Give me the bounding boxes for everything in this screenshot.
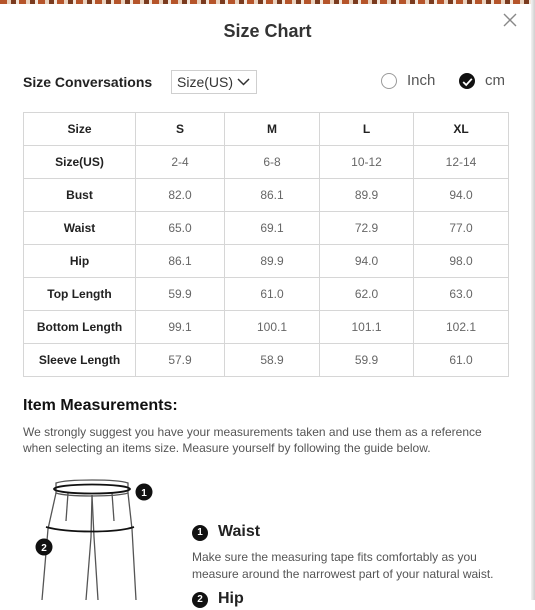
table-cell: 2-4 — [136, 146, 225, 179]
table-cell: 100.1 — [225, 311, 320, 344]
radio-inch[interactable] — [381, 73, 397, 89]
table-cell: 86.1 — [225, 179, 320, 212]
table-cell: 6-8 — [225, 146, 320, 179]
check-icon — [462, 77, 473, 87]
table-row-label: Hip — [24, 245, 136, 278]
table-cell: 101.1 — [320, 311, 414, 344]
table-cell: 89.9 — [225, 245, 320, 278]
table-row — [24, 245, 509, 278]
scrollbar-edge — [531, 0, 535, 600]
item-measurements-intro: We strongly suggest you have your measurements taken and use them as a reference when selecting an items size. Measure yourself by following the guide below. — [23, 425, 482, 455]
measurement-waist-description: Make sure the measuring tape fits comfortably as you measure around the narrowest part of your natural waist. — [192, 550, 494, 581]
unit-option-inch[interactable] — [381, 70, 443, 94]
table-row — [24, 179, 509, 212]
number-badge-icon: 1 — [192, 525, 208, 541]
table-row-label: Size(US) — [24, 146, 136, 179]
table-cell: 86.1 — [136, 245, 225, 278]
table-cell: 59.9 — [320, 344, 414, 377]
hip-measure-line — [46, 527, 134, 532]
close-button[interactable] — [501, 11, 519, 29]
table-cell: 98.0 — [414, 245, 509, 278]
waist-measure-line — [54, 485, 130, 494]
table-row — [24, 146, 509, 179]
table-cell: 99.1 — [136, 311, 225, 344]
table-cell: 12-14 — [414, 146, 509, 179]
unit-label-inch: Inch — [407, 72, 436, 89]
size-system-value: Size(US) — [177, 74, 234, 90]
table-cell: 69.1 — [225, 212, 320, 245]
table-row-label: Waist — [24, 212, 136, 245]
table-header: L — [320, 113, 414, 146]
table-row — [24, 212, 509, 245]
pants-measurement-illustration — [28, 475, 168, 600]
table-header: S — [136, 113, 225, 146]
table-header: Size — [24, 113, 136, 146]
size-conversion-row — [23, 70, 513, 96]
table-cell: 72.9 — [320, 212, 414, 245]
illustration-marker-2: 2 — [41, 543, 47, 554]
measurement-title: Waist — [218, 523, 261, 540]
radio-cm[interactable] — [459, 73, 475, 89]
illustration-marker-1: 1 — [141, 488, 147, 499]
table-cell: 82.0 — [136, 179, 225, 212]
table-cell: 61.0 — [225, 278, 320, 311]
table-header-row — [24, 113, 509, 146]
size-chart-table — [23, 112, 509, 377]
unit-label-cm: cm — [485, 72, 505, 89]
table-cell: 63.0 — [414, 278, 509, 311]
table-cell: 10-12 — [320, 146, 414, 179]
close-icon — [501, 11, 519, 29]
size-conversion-label: Size Conversations — [23, 74, 153, 90]
table-row-label: Sleeve Length — [24, 344, 136, 377]
table-row-label: Bottom Length — [24, 311, 136, 344]
table-row — [24, 278, 509, 311]
table-cell: 77.0 — [414, 212, 509, 245]
table-cell: 58.9 — [225, 344, 320, 377]
table-header: XL — [414, 113, 509, 146]
table-header: M — [225, 113, 320, 146]
table-cell: 62.0 — [320, 278, 414, 311]
unit-option-cm[interactable] — [459, 70, 513, 94]
table-cell: 94.0 — [320, 245, 414, 278]
number-badge-icon: 2 — [192, 592, 208, 608]
table-cell: 89.9 — [320, 179, 414, 212]
table-row-label: Top Length — [24, 278, 136, 311]
table-cell: 102.1 — [414, 311, 509, 344]
background-strip — [0, 0, 535, 4]
table-row — [24, 311, 509, 344]
table-row-label: Bust — [24, 179, 136, 212]
table-cell: 65.0 — [136, 212, 225, 245]
table-row — [24, 344, 509, 377]
item-measurements-title: Item Measurements: — [23, 397, 178, 414]
chevron-down-icon — [237, 78, 250, 86]
size-system-select[interactable] — [171, 70, 257, 94]
modal-title: Size Chart — [223, 21, 312, 41]
table-cell: 59.9 — [136, 278, 225, 311]
table-cell: 61.0 — [414, 344, 509, 377]
measurement-title: Hip — [218, 590, 244, 607]
table-cell: 57.9 — [136, 344, 225, 377]
table-cell: 94.0 — [414, 179, 509, 212]
